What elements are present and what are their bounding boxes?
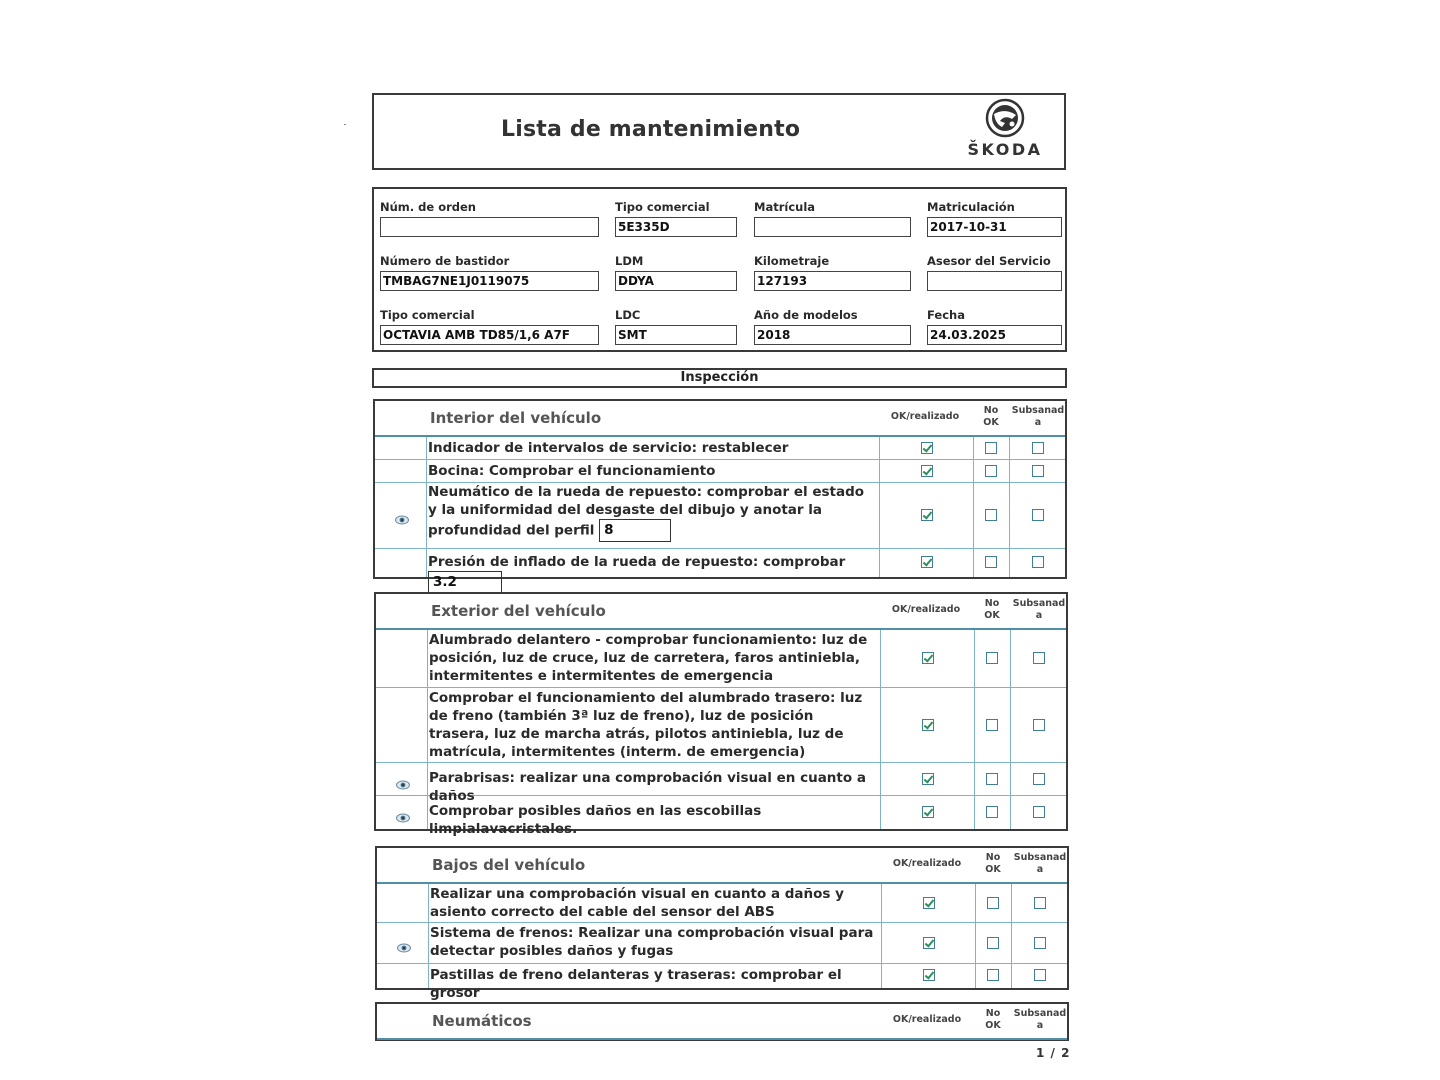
column-not-ok-header: No OK [983,405,999,428]
not-ok-checkbox[interactable] [987,969,999,981]
brand-wordmark: ŠKODA [967,140,1043,159]
visual-check-eye-icon [395,510,409,520]
field-license-plate: Matrícula [754,199,911,237]
not-ok-checkbox[interactable] [985,509,997,521]
row-label: Neumático de la rueda de repuesto: comprobar el estado y la uniformidad del desgaste del dibujo y anotar la profundidad del perfil 8 [428,484,874,542]
column-fixed-header: Subsanad a [1011,405,1065,428]
fixed-checkbox[interactable] [1033,652,1045,664]
checklist-row [376,763,1066,804]
row-label: Pastillas de freno delanteras y traseras: comprobar el grosor [430,967,842,1001]
fixed-checkbox[interactable] [1032,556,1044,568]
not-ok-checkbox[interactable] [986,719,998,731]
commercial-type-input[interactable]: OCTAVIA AMB TD85/1,6 A7F [380,325,599,345]
field-ldc: LDC SMT [615,307,737,345]
skoda-logo [958,98,1052,159]
page-number: 1 / 2 [1036,1046,1071,1060]
not-ok-checkbox[interactable] [985,465,997,477]
fixed-checkbox[interactable] [1034,937,1046,949]
checklist-row [376,796,1066,837]
commercial-type-code-input[interactable]: 5E335D [615,217,737,237]
column-ok-header: OK/realizado [890,411,960,422]
visual-check-eye-icon [397,938,411,948]
fixed-checkbox[interactable] [1032,509,1044,521]
section-bajos-del-vehiculo [375,846,1069,1001]
row-label: Sistema de frenos: Realizar una comprobación visual para detectar posibles daños y fugas [430,925,874,959]
service-advisor-input[interactable] [927,271,1062,291]
row-label: Comprobar posibles daños en las escobillas limpialavacristales. [429,803,762,837]
field-vin: Número de bastidor TMBAG7NE1J0119075 [380,253,599,291]
ok-checkbox[interactable] [922,719,934,731]
field-ldm: LDM DDYA [615,253,737,291]
row-label: Parabrisas: realizar una comprobación visual en cuanto a daños [429,770,866,804]
ldc-input[interactable]: SMT [615,325,737,345]
scan-speck [344,124,346,125]
section-header [377,1004,1067,1040]
column-fixed-header: Subsanad a [1013,1008,1067,1031]
checklist-row [377,923,1067,964]
ok-checkbox[interactable] [921,465,933,477]
section-header [375,401,1065,437]
column-ok-header: OK/realizado [892,1014,962,1025]
section-title: Neumáticos [432,1012,532,1030]
column-fixed-header: Subsanad a [1013,852,1067,875]
fixed-checkbox[interactable] [1034,969,1046,981]
fixed-checkbox[interactable] [1033,719,1045,731]
license-plate-input[interactable] [754,217,911,237]
registration-date-input[interactable]: 2017-10-31 [927,217,1062,237]
fixed-checkbox[interactable] [1033,773,1045,785]
section-neumaticos [375,1002,1069,1041]
column-ok-header: OK/realizado [892,858,962,869]
ok-checkbox[interactable] [921,509,933,521]
checklist-row [375,460,1065,483]
not-ok-checkbox[interactable] [986,652,998,664]
not-ok-checkbox[interactable] [985,442,997,454]
ldm-input[interactable]: DDYA [615,271,737,291]
mileage-input[interactable]: 127193 [754,271,911,291]
checklist-row [375,483,1065,549]
field-service-advisor: Asesor del Servicio [927,253,1062,291]
order-number-input[interactable] [380,217,599,237]
visual-check-eye-icon [396,808,410,818]
ok-checkbox[interactable] [923,969,935,981]
skoda-emblem-icon [985,98,1025,138]
row-label: Alumbrado delantero - comprobar funcionamiento: luz de posición, luz de cruce, luz de carretera, faros antiniebla, intermitentes e intermitentes de emergencia [429,632,868,684]
vin-input[interactable]: TMBAG7NE1J0119075 [380,271,599,291]
field-model-year: Año de modelos 2018 [754,307,911,345]
visual-check-eye-icon [396,775,410,785]
not-ok-checkbox[interactable] [986,773,998,785]
row-label: Realizar una comprobación visual en cuanto a daños y asiento correcto del cable del sensor del ABS [430,886,844,920]
section-exterior-del-vehiculo [374,592,1068,837]
field-commercial-type: Tipo comercial OCTAVIA AMB TD85/1,6 A7F [380,307,599,345]
fixed-checkbox[interactable] [1032,465,1044,477]
not-ok-checkbox[interactable] [987,897,999,909]
fixed-checkbox[interactable] [1033,806,1045,818]
checklist-row [377,964,1067,1001]
fixed-checkbox[interactable] [1032,442,1044,454]
column-ok-header: OK/realizado [891,604,961,615]
tread-depth-input[interactable]: 8 [599,519,671,542]
checklist-row [376,688,1066,763]
checklist-row [377,884,1067,923]
checklist-row [376,630,1066,688]
section-header [377,848,1067,884]
not-ok-checkbox[interactable] [985,556,997,568]
ok-checkbox[interactable] [922,773,934,785]
ok-checkbox[interactable] [922,652,934,664]
ok-checkbox[interactable] [923,897,935,909]
section-header [376,594,1066,630]
checklist-row [375,549,1065,590]
row-label: Presión de inflado de la rueda de repuesto: comprobar 3.2 [428,553,874,594]
column-not-ok-header: No OK [984,598,1000,621]
document-title: Lista de mantenimiento [501,117,801,142]
title-box [372,93,1066,170]
inspection-heading: Inspección [372,368,1067,388]
row-label: Comprobar el funcionamiento del alumbrado trasero: luz de freno (también 3ª luz de freno), luz de posición trasera, luz de marcha atrás, pilotos antiniebla, luz de matrícula, intermitentes (interm. de emergencia) [429,690,863,760]
column-fixed-header: Subsanad a [1012,598,1066,621]
ok-checkbox[interactable] [921,556,933,568]
section-title: Exterior del vehículo [431,602,606,620]
not-ok-checkbox[interactable] [986,806,998,818]
column-not-ok-header: No OK [985,1008,1001,1031]
ok-checkbox[interactable] [922,806,934,818]
ok-checkbox[interactable] [923,937,935,949]
ok-checkbox[interactable] [921,442,933,454]
model-year-input[interactable]: 2018 [754,325,911,345]
field-commercial-type-code: Tipo comercial 5E335D [615,199,737,237]
field-date: Fecha 24.03.2025 [927,307,1062,345]
checklist-row [375,437,1065,460]
section-title: Bajos del vehículo [432,856,586,874]
row-label: Indicador de intervalos de servicio: restablecer [428,440,789,456]
date-input[interactable]: 24.03.2025 [927,325,1062,345]
field-registration-date: Matriculación 2017-10-31 [927,199,1062,237]
column-not-ok-header: No OK [985,852,1001,875]
vehicle-info-box [372,187,1067,352]
tire-pressure-input[interactable]: 3.2 [428,571,502,594]
not-ok-checkbox[interactable] [987,937,999,949]
section-interior-del-vehiculo [373,399,1067,590]
field-order-number: Núm. de orden [380,199,599,237]
section-title: Interior del vehículo [430,409,602,427]
field-mileage: Kilometraje 127193 [754,253,911,291]
fixed-checkbox[interactable] [1034,897,1046,909]
row-label: Bocina: Comprobar el funcionamiento [428,463,716,479]
